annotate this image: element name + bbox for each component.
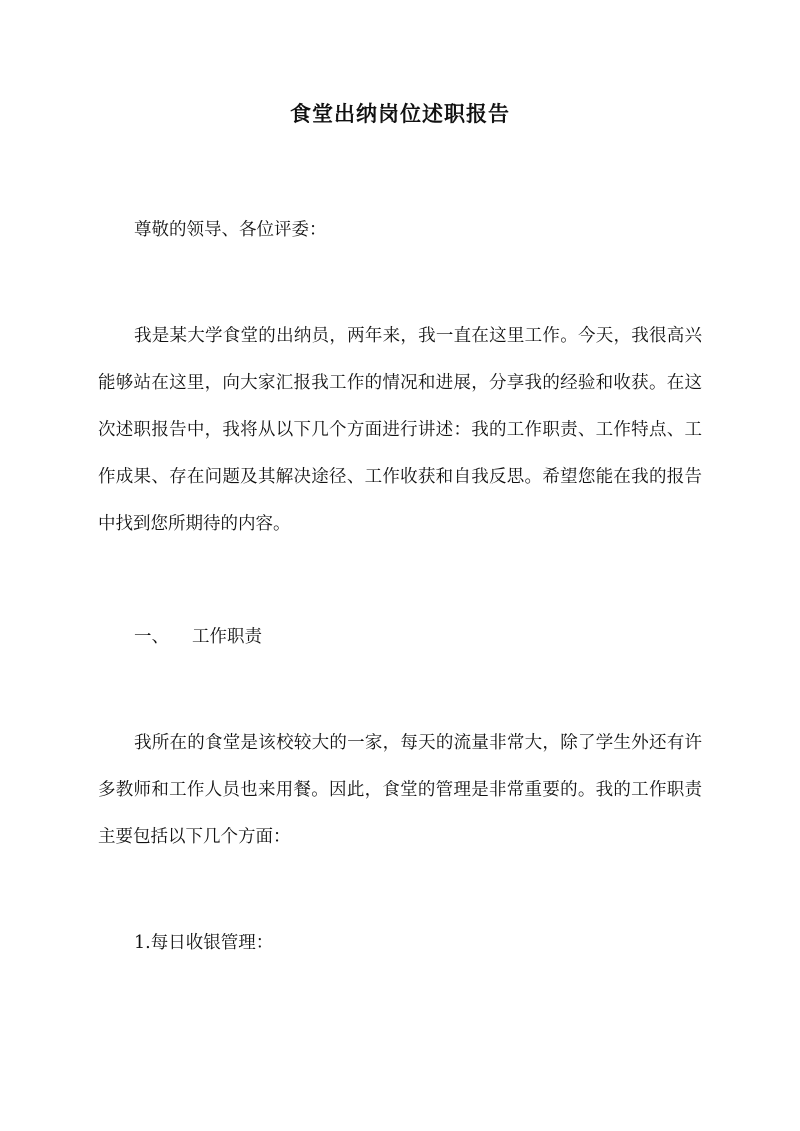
intro-paragraph: 我是某大学食堂的出纳员，两年来，我一直在这里工作。今天，我很高兴能够站在这里，向大家汇报我工作的情况和进展，分享我的经验和收获。在这次述职报告中，我将从以下几个方面进行讲述：我的工作职责、工作特点、工作成果、存在问题及其解决途径、工作收获和自我反思。希望您能在我的报告中找到您所期待的内容。 <box>98 326 702 534</box>
section-heading-1 <box>134 614 262 661</box>
document-title: 食堂出纳岗位述职报告 <box>290 101 510 126</box>
section-number: 一、 <box>134 627 169 647</box>
section-1-paragraph: 我所在的食堂是该校较大的一家，每天的流量非常大，除了学生外还有许多教师和工作人员也来用餐。因此，食堂的管理是非常重要的。我的工作职责主要包括以下几个方面： <box>98 733 702 847</box>
list-item-1: 1.每日收银管理： <box>134 933 274 953</box>
section-title: 工作职责 <box>192 627 262 647</box>
salutation: 尊敬的领导、各位评委： <box>134 220 327 240</box>
